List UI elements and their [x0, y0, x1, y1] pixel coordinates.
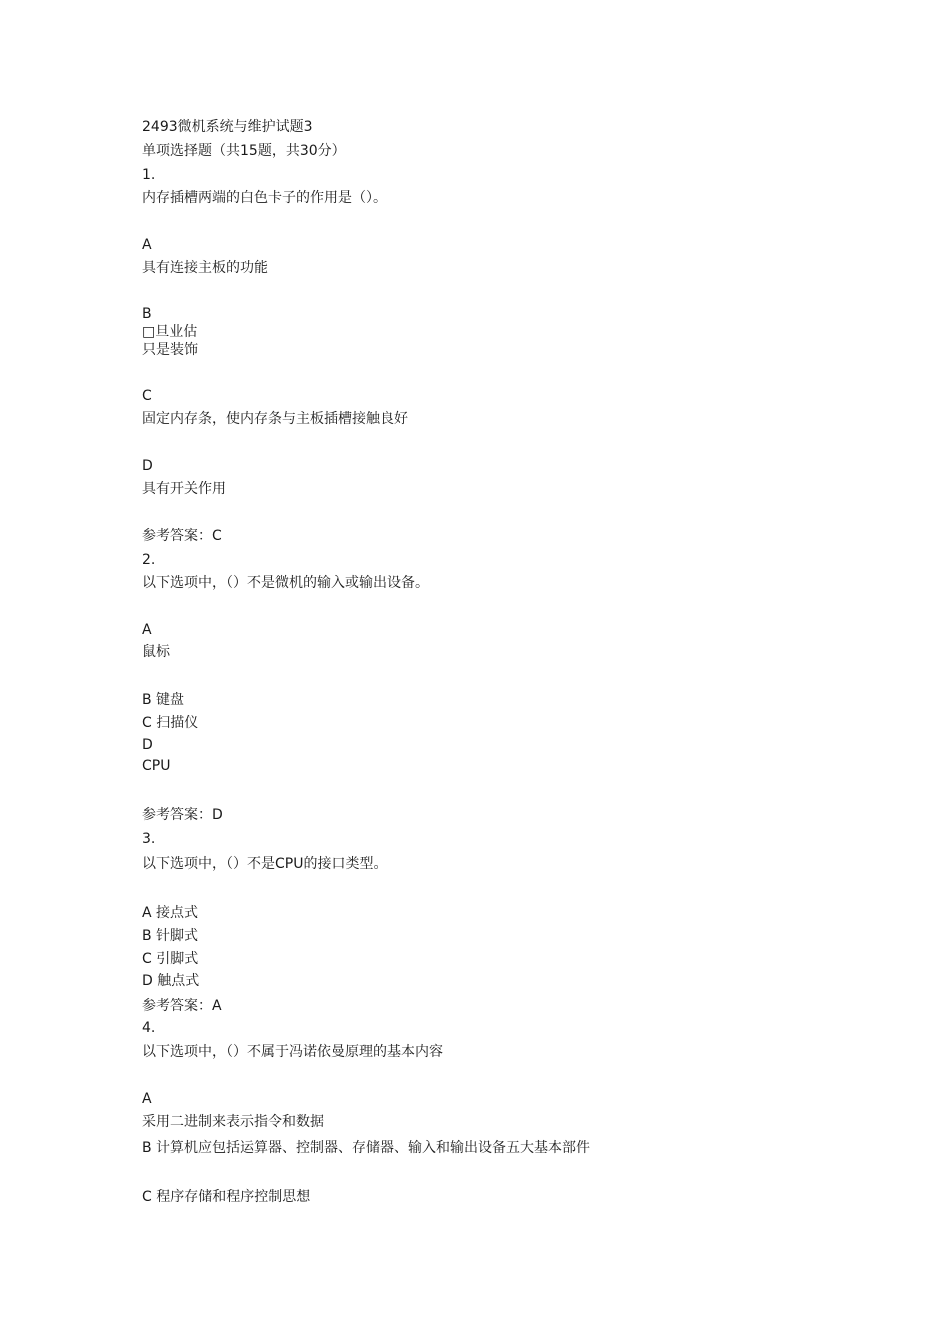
- section-heading: 单项选择题（共15题，共30分）: [142, 143, 346, 159]
- q1-option-b-garbled: □旦业估: [142, 324, 198, 340]
- q2-option-a-letter: A: [142, 622, 152, 638]
- q1-number: 1.: [142, 167, 156, 183]
- q4-number: 4.: [142, 1020, 156, 1036]
- q3-option-c: C 引脚式: [142, 951, 199, 967]
- q3-answer: 参考答案：A: [142, 998, 222, 1014]
- q3-option-b: B 针脚式: [142, 928, 199, 944]
- q1-option-d-letter: D: [142, 458, 153, 474]
- q2-option-a-text: 鼠标: [142, 644, 170, 660]
- q1-option-c-letter: C: [142, 388, 152, 404]
- q1-option-d-text: 具有开关作用: [142, 481, 226, 497]
- q1-option-a-text: 具有连接主板的功能: [142, 260, 268, 276]
- q2-text: 以下选项中，（）不是微机的输入或输出设备。: [142, 575, 429, 591]
- q1-text: 内存插槽两端的白色卡子的作用是（）。: [142, 190, 387, 206]
- q2-option-c: C 扫描仪: [142, 715, 199, 731]
- q1-answer: 参考答案：C: [142, 528, 222, 544]
- doc-title: 2493微机系统与维护试题3: [142, 119, 313, 135]
- q2-option-b: B 键盘: [142, 692, 185, 708]
- q2-number: 2.: [142, 552, 156, 568]
- q1-option-c-text: 固定内存条，使内存条与主板插槽接触良好: [142, 411, 408, 427]
- q4-option-a-letter: A: [142, 1091, 152, 1107]
- q4-option-a-text: 采用二进制来表示指令和数据: [142, 1114, 324, 1130]
- q1-option-b-letter: B: [142, 306, 152, 322]
- q2-option-d-letter: D: [142, 737, 153, 753]
- q1-option-b-text: 只是装饰: [142, 342, 198, 358]
- q2-option-d-text: CPU: [142, 758, 171, 774]
- q4-option-c: C 程序存储和程序控制思想: [142, 1189, 311, 1205]
- q4-text: 以下选项中，（）不属于冯诺依曼原理的基本内容: [142, 1044, 443, 1060]
- q4-option-b: B 计算机应包括运算器、控制器、存储器、输入和输出设备五大基本部件: [142, 1140, 591, 1156]
- q3-number: 3.: [142, 831, 156, 847]
- q3-option-a: A 接点式: [142, 905, 199, 921]
- q3-text: 以下选项中，（）不是CPU的接口类型。: [142, 856, 388, 872]
- q2-answer: 参考答案：D: [142, 807, 223, 823]
- q1-option-a-letter: A: [142, 237, 152, 253]
- q3-option-d: D 触点式: [142, 973, 200, 989]
